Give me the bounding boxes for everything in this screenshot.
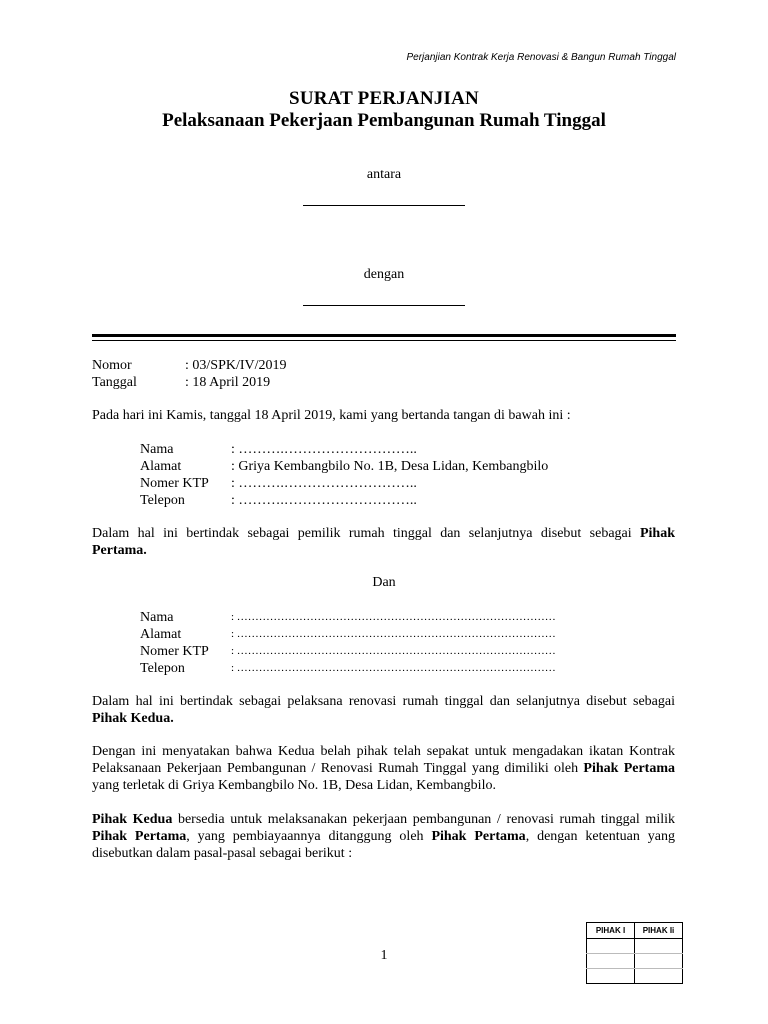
party2-nama-label: Nama: [140, 610, 174, 625]
party2-role-bold: Pihak Kedua.: [92, 711, 174, 726]
initials-table: [586, 922, 683, 984]
party1-alamat-label: Alamat: [140, 459, 182, 474]
party1-description-text: Dalam hal ini bertindak sebagai pemilik rumah tinggal dan selanjutnya disebut sebagai: [92, 526, 640, 541]
page-number: 1: [380, 948, 388, 963]
initials-cell: [635, 954, 683, 969]
initials-header-pihak-1: PIHAK I: [587, 923, 635, 939]
initials-cell: [635, 969, 683, 984]
party2-alamat-label: Alamat: [140, 627, 182, 642]
nomor-label: Nomor: [92, 358, 132, 373]
initials-cell: [635, 939, 683, 954]
divider-thick: [92, 334, 676, 337]
agreement-text-2: yang terletak di Griya Kembangbilo No. 1B, Desa Lidan, Kembangbilo.: [92, 778, 496, 793]
party1-nama-value: : ……….………………………..: [231, 442, 417, 457]
tanggal-value: : 18 April 2019: [185, 375, 271, 390]
initials-cell: [587, 954, 635, 969]
party1-role-bold: Pihak Pertama.: [92, 526, 675, 558]
party2-description: [92, 693, 675, 727]
agreement-paragraph: [92, 743, 675, 794]
party2-alamat-value: : ……………………………………………………………………………: [231, 628, 556, 640]
with-label: dengan: [363, 267, 405, 282]
document-title: SURAT PERJANJIAN: [289, 88, 479, 109]
running-header: Perjanjian Kontrak Kerja Renovasi & Bangun Rumah Tinggal: [406, 52, 676, 63]
party1-nama-label: Nama: [140, 442, 174, 457]
document-subtitle: Pelaksanaan Pekerjaan Pembangunan Rumah Tinggal: [162, 110, 606, 131]
terms-text-1: bersedia untuk melaksanakan pekerjaan pembangunan / renovasi rumah tinggal milik: [172, 812, 675, 827]
between-label: antara: [366, 167, 402, 182]
party2-telepon-label: Telepon: [140, 661, 185, 676]
party2-name-blank-line: [303, 305, 465, 306]
intro-text: Pada hari ini Kamis, tanggal 18 April 2019, kami yang bertanda tangan di bawah ini :: [92, 408, 571, 423]
party2-ktp-value: : ……………………………………………………………………………: [231, 645, 556, 657]
dan-label: Dan: [372, 575, 396, 590]
terms-bold-pihak-pertama-1: Pihak Pertama: [92, 829, 187, 844]
party1-name-blank-line: [303, 205, 465, 206]
nomor-value: : 03/SPK/IV/2019: [185, 358, 287, 373]
party1-telepon-label: Telepon: [140, 493, 185, 508]
agreement-text-1: Dengan ini menyatakan bahwa Kedua belah pihak telah sepakat untuk mengadakan ikatan Kontrak Pelaksanaan Pekerjaan Pembangunan / Renovasi Rumah Tinggal yang dimiliki oleh: [92, 744, 675, 776]
party2-description-text: Dalam hal ini bertindak sebagai pelaksana renovasi rumah tinggal dan selanjutnya disebut sebagai: [92, 694, 675, 709]
party1-alamat-value: : Griya Kembangbilo No. 1B, Desa Lidan, Kembangbilo: [231, 459, 549, 474]
divider-thin: [92, 340, 676, 341]
party1-ktp-value: : ……….………………………..: [231, 476, 417, 491]
tanggal-label: Tanggal: [92, 375, 137, 390]
party2-telepon-value: : ……………………………………………………………………………: [231, 662, 556, 674]
initials-cell: [587, 969, 635, 984]
agreement-bold-pihak-pertama: Pihak Pertama: [583, 761, 676, 776]
initials-cell: [587, 939, 635, 954]
party2-nama-value: : ……………………………………………………………………………: [231, 611, 556, 623]
party1-description: [92, 525, 675, 559]
terms-bold-pihak-pertama-2: Pihak Pertama: [431, 829, 526, 844]
terms-bold-pihak-kedua: Pihak Kedua: [92, 812, 173, 827]
terms-paragraph: [92, 811, 675, 862]
party2-ktp-label: Nomer KTP: [140, 644, 209, 659]
terms-text-2: , yang pembiayaannya ditanggung oleh: [186, 829, 432, 844]
party1-telepon-value: : ……….………………………..: [231, 493, 417, 508]
terms-text-3: , dengan ketentuan yang disebutkan dalam pasal-pasal sebagai berikut :: [92, 829, 675, 861]
party1-ktp-label: Nomer KTP: [140, 476, 209, 491]
initials-header-pihak-2: PIHAK Ii: [635, 923, 683, 939]
